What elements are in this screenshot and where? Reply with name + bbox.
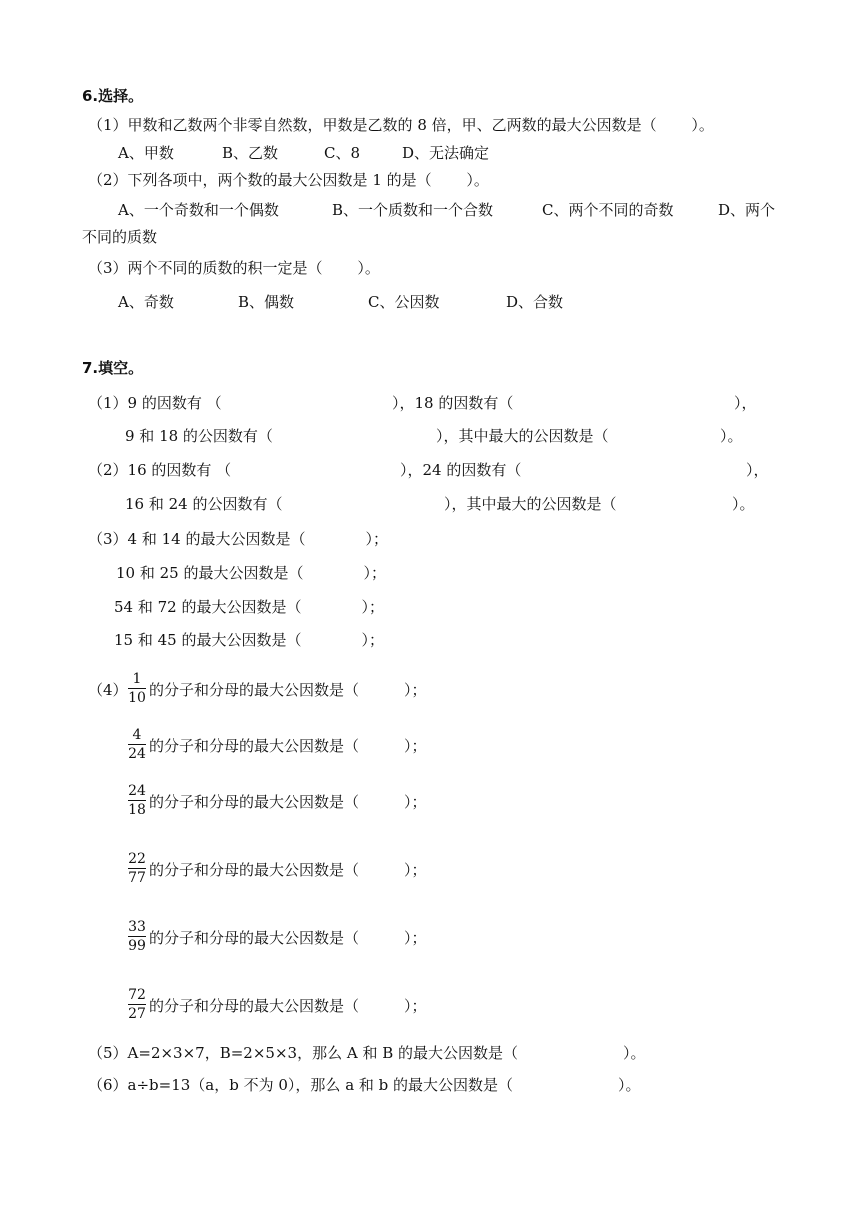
- section-7-title: 7.填空。: [82, 359, 144, 377]
- fraction-denominator: 77: [128, 870, 146, 886]
- s6-q2-option-b: B、一个质数和一个合数: [332, 201, 494, 219]
- s7-q4-label: （4）: [88, 681, 128, 699]
- s7-q2-part-d: 16 和 24 的公因数有（: [125, 495, 283, 513]
- s6-q1-option-d: D、无法确定: [402, 144, 490, 162]
- fraction-bar: [128, 1004, 146, 1005]
- fraction-denominator: 99: [128, 938, 146, 954]
- s6-q3-option-c: C、公因数: [368, 293, 440, 311]
- section-6-title: 6.选择。: [82, 87, 144, 105]
- s7-q1-part-e: ），其中最大的公因数是（: [436, 427, 609, 445]
- fraction-1: [127, 671, 147, 706]
- s7-q3-line-2: 10 和 25 的最大公因数是（ ）；: [116, 564, 386, 582]
- s6-q1-option-b: B、乙数: [222, 144, 279, 162]
- s7-q3-line-4: 15 和 45 的最大公因数是（ ）；: [114, 631, 384, 649]
- s7-q4-text-1: 的分子和分母的最大公因数是（ ）；: [149, 681, 427, 699]
- fraction-numerator: 72: [128, 987, 146, 1003]
- s6-q2-option-d: D、两个: [718, 201, 776, 219]
- fraction-3: [127, 783, 147, 818]
- s6-q3-option-d: D、合数: [506, 293, 564, 311]
- s6-question-2: （2）下列各项中，两个数的最大公因数是 1 的是（ ）。: [88, 171, 489, 189]
- fraction-5: [127, 919, 147, 954]
- s6-q2-option-c: C、两个不同的奇数: [542, 201, 674, 219]
- fraction-denominator: 18: [128, 802, 146, 818]
- s7-q2-part-a: （2）16 的因数有 （: [88, 461, 232, 479]
- fraction-bar: [128, 868, 146, 869]
- s7-q2-part-f: ）。: [732, 495, 755, 513]
- s7-q4-text-4: 的分子和分母的最大公因数是（ ）；: [149, 861, 427, 879]
- s7-q4-text-6: 的分子和分母的最大公因数是（ ）；: [149, 997, 427, 1015]
- s6-q1-option-c: C、8: [324, 144, 361, 162]
- fraction-4: [127, 851, 147, 886]
- s7-question-5: （5）A=2×3×7，B=2×5×3，那么 A 和 B 的最大公因数是（ ）。: [88, 1044, 646, 1062]
- fraction-bar: [128, 800, 146, 801]
- fraction-denominator: 10: [128, 690, 146, 706]
- fraction-bar: [128, 936, 146, 937]
- fraction-bar: [128, 688, 146, 689]
- fraction-denominator: 27: [128, 1006, 146, 1022]
- s7-q1-part-c: ），: [734, 394, 757, 412]
- s7-q4-text-2: 的分子和分母的最大公因数是（ ）；: [149, 737, 427, 755]
- s6-q2-option-a: A、一个奇数和一个偶数: [118, 201, 279, 219]
- fraction-numerator: 22: [128, 851, 146, 867]
- s6-q1-option-a: A、甲数: [118, 144, 174, 162]
- s7-q4-text-3: 的分子和分母的最大公因数是（ ）；: [149, 793, 427, 811]
- s7-q3-line-3: 54 和 72 的最大公因数是（ ）；: [114, 598, 384, 616]
- s7-question-6: （6）a÷b=13（a，b 不为 0），那么 a 和 b 的最大公因数是（ ）。: [88, 1076, 641, 1094]
- s7-q1-part-d: 9 和 18 的公因数有（: [125, 427, 273, 445]
- s6-question-3: （3）两个不同的质数的积一定是（ ）。: [88, 259, 380, 277]
- s7-q1-part-a: （1）9 的因数有 （: [88, 394, 222, 412]
- s7-q2-part-b: ），24 的因数有（: [400, 461, 522, 479]
- s7-q1-part-b: ），18 的因数有（: [392, 394, 514, 412]
- s6-q2-option-d-cont: 不同的质数: [82, 228, 158, 246]
- s6-question-1: （1）甲数和乙数两个非零自然数，甲数是乙数的 8 倍，甲、乙两数的最大公因数是（ ）。: [88, 116, 714, 134]
- s7-q4-text-5: 的分子和分母的最大公因数是（ ）；: [149, 929, 427, 947]
- s7-q2-part-c: ），: [746, 461, 769, 479]
- fraction-2: [127, 727, 147, 762]
- s7-q1-part-f: ）。: [720, 427, 743, 445]
- s7-q2-part-e: ），其中最大的公因数是（: [444, 495, 617, 513]
- s6-q3-option-a: A、奇数: [118, 293, 174, 311]
- fraction-denominator: 24: [128, 746, 146, 762]
- fraction-numerator: 33: [128, 919, 146, 935]
- fraction-6: [127, 987, 147, 1022]
- s6-q3-option-b: B、偶数: [238, 293, 295, 311]
- fraction-numerator: 24: [128, 783, 146, 799]
- fraction-numerator: 1: [132, 671, 142, 687]
- fraction-numerator: 4: [132, 727, 142, 743]
- fraction-bar: [128, 744, 146, 745]
- s7-q3-line-1: （3）4 和 14 的最大公因数是（ ）；: [88, 530, 388, 548]
